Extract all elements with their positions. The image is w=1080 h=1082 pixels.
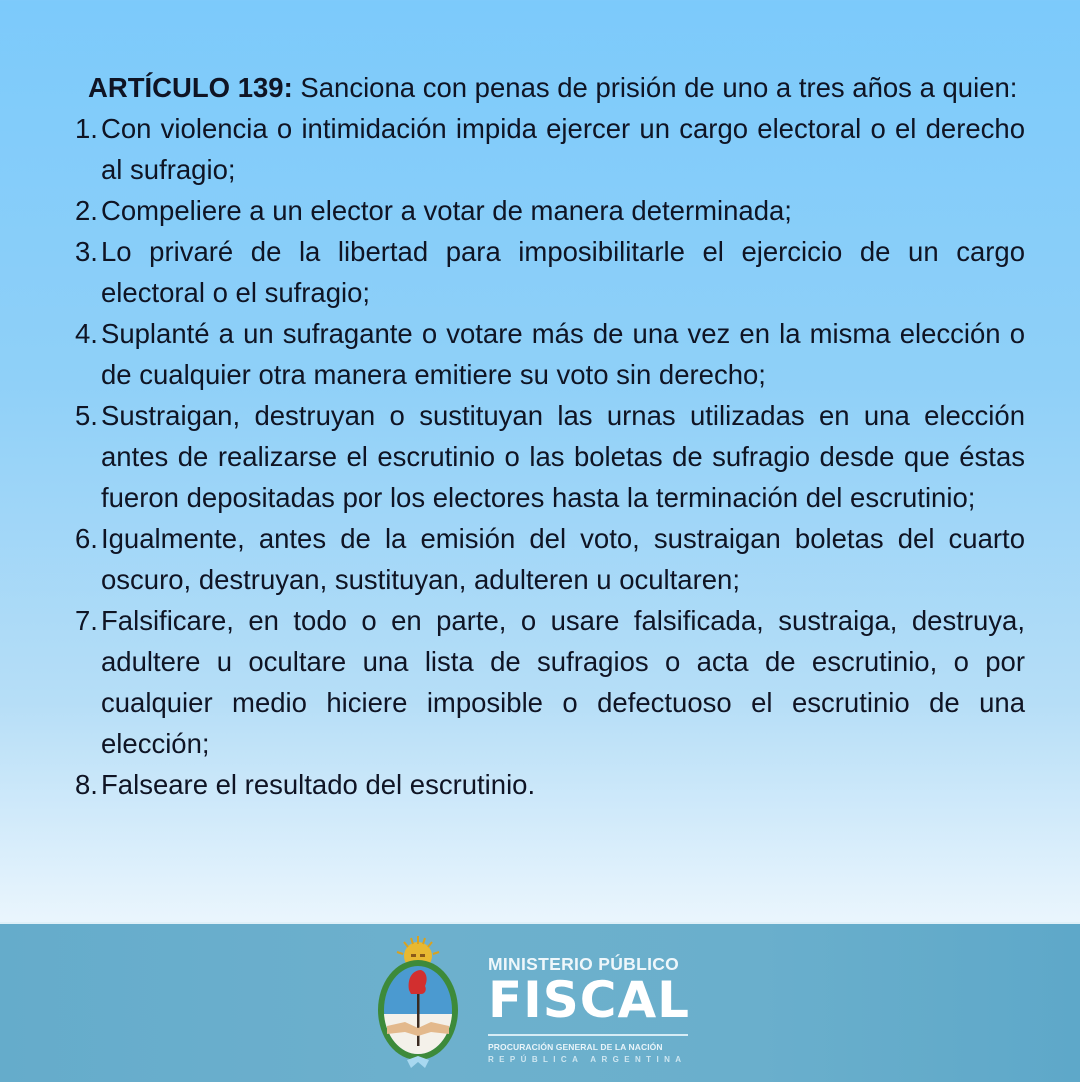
list-item [75, 313, 1025, 395]
list-item [75, 395, 1025, 518]
item-text: Falseare el resultado del escrutinio. [101, 769, 536, 800]
item-text: Con violencia o intimidación impida ejercer un cargo electoral o el derecho al sufragio; [101, 113, 1025, 185]
item-text: Sustraigan, destruyan o sustituyan las urnas utilizadas en una elección antes de realizarse el escrutinio o las boletas de sufragio desde que éstas fueron depositadas por los electores hasta la terminación del escrutinio; [101, 400, 1025, 513]
logo-line-procuracion: PROCURACIÓN GENERAL DE LA NACIÓN [488, 1041, 663, 1052]
logo-line-fiscal: FISCAL [488, 971, 691, 1029]
logo-line-ministerio: MINISTERIO PÚBLICO [488, 954, 680, 974]
item-number: 1. [75, 113, 98, 144]
item-number: 8. [75, 769, 98, 800]
item-number: 5. [75, 400, 98, 431]
item-text: Compeliere a un elector a votar de manera determinada; [101, 195, 792, 226]
offense-list [52, 108, 1025, 805]
list-item [75, 600, 1025, 764]
logo-line-republica: REPÚBLICA ARGENTINA [488, 1054, 687, 1064]
item-text: Lo privaré de la libertad para imposibilitarle el ejercicio de un cargo electoral o el sufragio; [101, 236, 1025, 308]
argentina-coat-of-arms-icon [375, 934, 461, 1072]
item-number: 6. [75, 523, 98, 554]
item-number: 2. [75, 195, 98, 226]
footer-banner [0, 922, 1080, 1082]
item-text: Falsificare, en todo o en parte, o usare falsificada, sustraiga, destruya, adultere u ocultare una lista de sufragios o acta de escrutinio, o por cualquier medio hiciere imposible o defectuoso el escrutinio de una elección; [101, 605, 1025, 759]
item-number: 3. [75, 236, 98, 267]
article-intro [52, 67, 1025, 108]
ministerio-publico-fiscal-logo [488, 954, 698, 1064]
item-number: 4. [75, 318, 98, 349]
article-intro-text: Sanciona con penas de prisión de uno a tres años a quien: [300, 72, 1018, 103]
list-item [75, 764, 1025, 805]
list-item [75, 231, 1025, 313]
logo-divider [488, 1034, 688, 1036]
item-text: Igualmente, antes de la emisión del voto, sustraigan boletas del cuarto oscuro, destruyan, sustituyan, adulteren u ocultaren; [101, 523, 1025, 595]
list-item [75, 518, 1025, 600]
list-item [75, 108, 1025, 190]
item-text: Suplanté a un sufragante o votare más de una vez en la misma elección o de cualquier otra manera emitiere su voto sin derecho; [101, 318, 1025, 390]
article-heading: ARTÍCULO 139: [88, 72, 293, 103]
article-body [52, 67, 1025, 805]
list-item [75, 190, 1025, 231]
item-number: 7. [75, 605, 98, 636]
